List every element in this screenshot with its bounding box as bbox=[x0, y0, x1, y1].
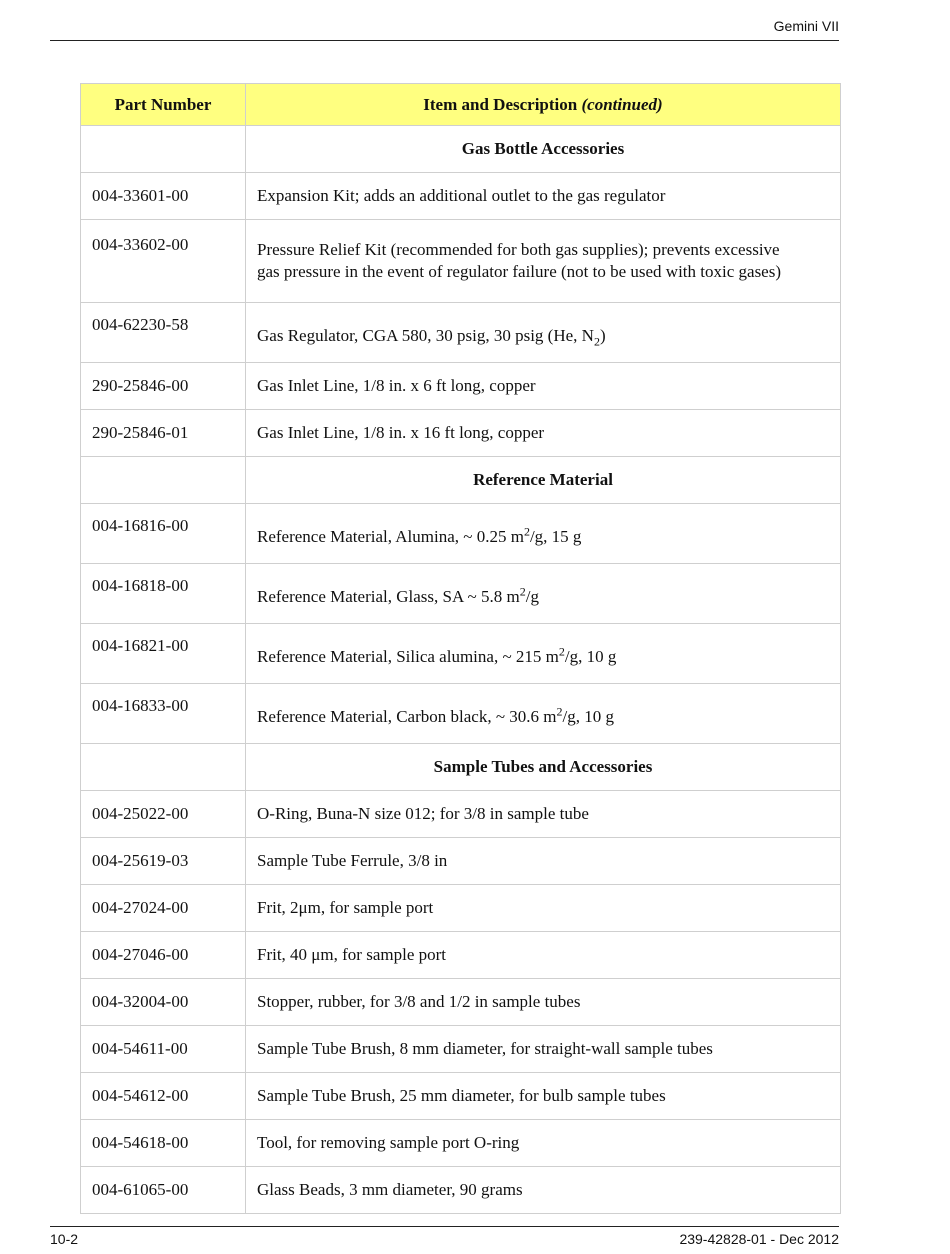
part-number: 004-25022-00 bbox=[81, 791, 246, 838]
document-id: 239-42828-01 - Dec 2012 bbox=[679, 1231, 839, 1247]
superscript: 2 bbox=[523, 523, 530, 538]
table-row bbox=[81, 624, 841, 684]
table-row bbox=[81, 932, 841, 979]
part-number: 004-16816-00 bbox=[81, 504, 246, 564]
description: Sample Tube Ferrule, 3/8 in bbox=[246, 838, 841, 885]
description: Sample Tube Brush, 25 mm diameter, for bulb sample tubes bbox=[246, 1073, 841, 1120]
table-row bbox=[81, 1073, 841, 1120]
description: Expansion Kit; adds an additional outlet to the gas regulator bbox=[246, 173, 841, 220]
section-title-reference: Reference Material bbox=[246, 457, 841, 504]
part-number: 004-16821-00 bbox=[81, 624, 246, 684]
part-number: 004-33602-00 bbox=[81, 220, 246, 303]
table-row bbox=[81, 979, 841, 1026]
description: Gas Inlet Line, 1/8 in. x 16 ft long, copper bbox=[246, 410, 841, 457]
table-row bbox=[81, 504, 841, 564]
part-number: 004-33601-00 bbox=[81, 173, 246, 220]
section-empty-cell bbox=[81, 744, 246, 791]
table-row bbox=[81, 303, 841, 363]
section-title-gas: Gas Bottle Accessories bbox=[246, 126, 841, 173]
section-row-tubes bbox=[81, 744, 841, 791]
table-row bbox=[81, 684, 841, 744]
table-row bbox=[81, 791, 841, 838]
description: Glass Beads, 3 mm diameter, 90 grams bbox=[246, 1167, 841, 1214]
table-header-row bbox=[81, 84, 841, 126]
section-row-gas bbox=[81, 126, 841, 173]
part-number: 004-16833-00 bbox=[81, 684, 246, 744]
table-row bbox=[81, 1026, 841, 1073]
part-number: 004-25619-03 bbox=[81, 838, 246, 885]
column-header-description-label: Item and Description bbox=[423, 94, 578, 114]
table-row bbox=[81, 363, 841, 410]
description bbox=[246, 564, 841, 624]
description bbox=[246, 504, 841, 564]
part-number: 004-27024-00 bbox=[81, 885, 246, 932]
superscript: 2 bbox=[556, 703, 563, 718]
table-row bbox=[81, 1167, 841, 1214]
description-text: Gas Regulator, CGA 580, 30 psig, 30 psig (He, N bbox=[257, 325, 594, 345]
page-number: 10-2 bbox=[50, 1231, 79, 1247]
running-footer bbox=[50, 1226, 839, 1247]
description-text: Reference Material, Alumina, ~ 0.25 m bbox=[257, 526, 524, 546]
part-number: 004-16818-00 bbox=[81, 564, 246, 624]
table-row bbox=[81, 173, 841, 220]
description bbox=[246, 684, 841, 744]
section-row-reference bbox=[81, 457, 841, 504]
parts-table bbox=[80, 83, 841, 1214]
description bbox=[246, 303, 841, 363]
description-line-1: Pressure Relief Kit (recommended for both gas supplies); prevents excessive bbox=[257, 240, 780, 259]
column-header-part-number: Part Number bbox=[81, 84, 246, 126]
column-header-continued: (continued) bbox=[581, 94, 663, 114]
description bbox=[246, 220, 841, 303]
description bbox=[246, 624, 841, 684]
subscript: 2 bbox=[593, 333, 600, 348]
table-row bbox=[81, 838, 841, 885]
description: Gas Inlet Line, 1/8 in. x 6 ft long, copper bbox=[246, 363, 841, 410]
description-text-end: ) bbox=[599, 325, 606, 345]
description: Stopper, rubber, for 3/8 and 1/2 in sample tubes bbox=[246, 979, 841, 1026]
description-text: Reference Material, Glass, SA ~ 5.8 m bbox=[257, 586, 520, 606]
description: Frit, 2μm, for sample port bbox=[246, 885, 841, 932]
section-title-tubes: Sample Tubes and Accessories bbox=[246, 744, 841, 791]
part-number: 004-54611-00 bbox=[81, 1026, 246, 1073]
part-number: 004-54612-00 bbox=[81, 1073, 246, 1120]
part-number: 004-32004-00 bbox=[81, 979, 246, 1026]
superscript: 2 bbox=[519, 583, 526, 598]
description-text-end: /g bbox=[525, 586, 539, 606]
description-text-end: /g, 10 g bbox=[564, 646, 617, 666]
table-row bbox=[81, 885, 841, 932]
description-text: Reference Material, Carbon black, ~ 30.6 m bbox=[257, 706, 557, 726]
description: Sample Tube Brush, 8 mm diameter, for straight-wall sample tubes bbox=[246, 1026, 841, 1073]
part-number: 004-54618-00 bbox=[81, 1120, 246, 1167]
description-line-2: gas pressure in the event of regulator failure (not to be used with toxic gases) bbox=[257, 262, 782, 281]
part-number: 290-25846-00 bbox=[81, 363, 246, 410]
part-number: 290-25846-01 bbox=[81, 410, 246, 457]
description-text-end: /g, 10 g bbox=[562, 706, 614, 726]
part-number: 004-62230-58 bbox=[81, 303, 246, 363]
description-text-end: /g, 15 g bbox=[529, 526, 582, 546]
column-header-description bbox=[246, 84, 841, 126]
superscript: 2 bbox=[558, 643, 565, 658]
running-header bbox=[50, 18, 839, 41]
table-row bbox=[81, 410, 841, 457]
section-empty-cell bbox=[81, 457, 246, 504]
part-number: 004-61065-00 bbox=[81, 1167, 246, 1214]
header-title: Gemini VII bbox=[773, 18, 839, 34]
table-row bbox=[81, 220, 841, 303]
description: Tool, for removing sample port O-ring bbox=[246, 1120, 841, 1167]
table-row bbox=[81, 564, 841, 624]
part-number: 004-27046-00 bbox=[81, 932, 246, 979]
description-text: Reference Material, Silica alumina, ~ 215 m bbox=[257, 646, 559, 666]
description: Frit, 40 μm, for sample port bbox=[246, 932, 841, 979]
section-empty-cell bbox=[81, 126, 246, 173]
description: O-Ring, Buna-N size 012; for 3/8 in sample tube bbox=[246, 791, 841, 838]
table-row bbox=[81, 1120, 841, 1167]
